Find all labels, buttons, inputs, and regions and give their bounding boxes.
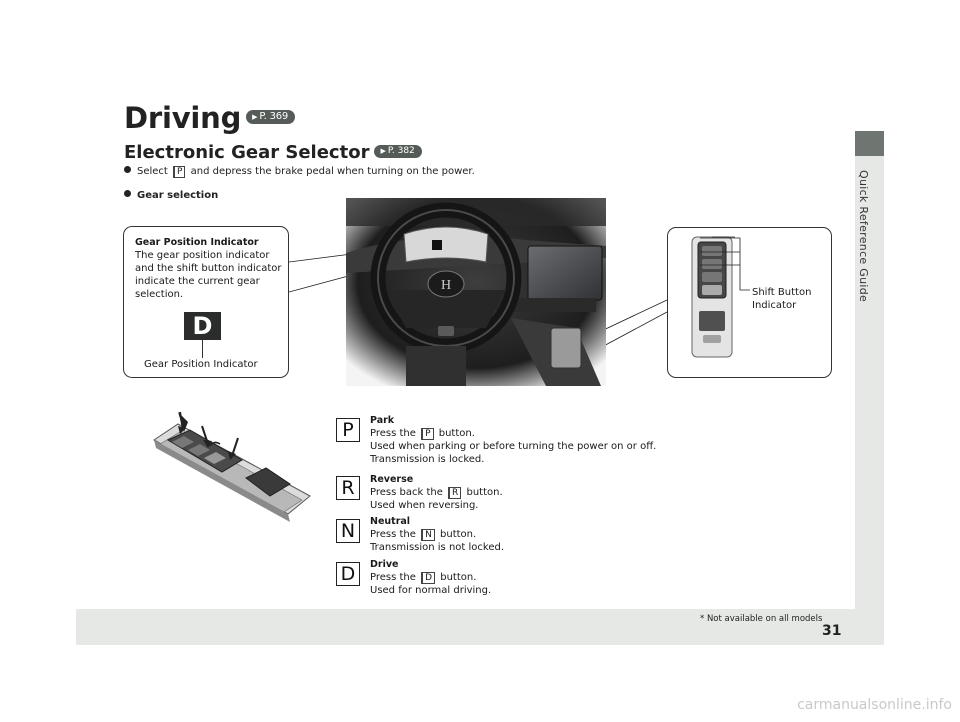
press-before: Press the bbox=[370, 529, 416, 540]
page-title-text: Driving bbox=[124, 101, 242, 135]
section-page-ref-link[interactable] bbox=[374, 145, 421, 158]
key-r-icon: R bbox=[448, 487, 461, 499]
svg-text:H: H bbox=[440, 278, 452, 293]
gear-detail-line: Transmission is not locked. bbox=[370, 542, 505, 553]
press-after: button. bbox=[438, 428, 475, 439]
press-before: Press back the bbox=[370, 487, 443, 498]
press-after: button. bbox=[466, 487, 503, 498]
gear-name: Park bbox=[370, 415, 395, 426]
press-before: Press the bbox=[370, 428, 416, 439]
gear-letter-box: N bbox=[336, 519, 360, 543]
gear-letter-box: R bbox=[336, 476, 360, 500]
sidebar-label: Quick Reference Guide bbox=[857, 170, 870, 303]
intro-instruction bbox=[124, 166, 475, 178]
gear-press-instruction bbox=[370, 528, 504, 541]
gear-detail-line: Used when reversing. bbox=[370, 500, 479, 511]
gear-detail-line: Used when parking or before turning the power on or off. bbox=[370, 441, 657, 452]
section-title bbox=[124, 142, 422, 163]
gear-name: Reverse bbox=[370, 474, 414, 485]
press-after: button. bbox=[440, 572, 477, 583]
gear-detail-line: Transmission is locked. bbox=[370, 454, 485, 465]
callout-caption: Gear Position Indicator bbox=[144, 359, 258, 370]
callout-title: Gear Position Indicator bbox=[135, 237, 259, 248]
gear-selection-heading-text: Gear selection bbox=[137, 190, 219, 201]
ref-arrow-icon: ▶ bbox=[252, 113, 258, 121]
bullet-icon bbox=[124, 166, 131, 173]
footnote: * Not available on all models bbox=[700, 614, 823, 624]
gear-selection-heading bbox=[124, 190, 218, 201]
display-leader-line bbox=[202, 340, 203, 358]
intro-before: Select bbox=[137, 166, 168, 177]
page-title bbox=[124, 101, 295, 135]
gear-press-instruction bbox=[370, 486, 503, 499]
shift-console-illustration bbox=[689, 235, 735, 359]
gear-name: Drive bbox=[370, 559, 399, 570]
press-after: button. bbox=[440, 529, 477, 540]
title-page-ref-label: P. 369 bbox=[259, 111, 289, 122]
shift-button-indicator-label: Shift Button Indicator bbox=[752, 287, 812, 311]
gear-letter-box: P bbox=[336, 418, 360, 442]
sidebar-tab bbox=[855, 131, 884, 156]
key-d-icon: D bbox=[421, 572, 435, 584]
gear-description bbox=[370, 414, 656, 466]
press-before: Press the bbox=[370, 572, 416, 583]
section-title-text: Electronic Gear Selector bbox=[124, 142, 370, 163]
section-page-ref-label: P. 382 bbox=[387, 145, 415, 156]
key-p-icon: P bbox=[173, 166, 185, 178]
watermark: carmanualsonline.info bbox=[797, 697, 952, 713]
page-number: 31 bbox=[822, 623, 842, 639]
ref-arrow-icon: ▶ bbox=[380, 146, 386, 155]
key-p-icon: P bbox=[421, 428, 433, 440]
gear-indicator-callout bbox=[123, 226, 289, 378]
gear-name: Neutral bbox=[370, 516, 411, 527]
title-page-ref-link[interactable] bbox=[246, 110, 295, 124]
gear-description bbox=[370, 515, 504, 554]
dashboard-photo bbox=[346, 198, 606, 386]
gear-selector-illustration bbox=[150, 410, 312, 538]
gear-detail-line: Used for normal driving. bbox=[370, 585, 492, 596]
gear-press-instruction bbox=[370, 427, 656, 440]
gear-press-instruction bbox=[370, 571, 491, 584]
callout-description: The gear position indicator and the shift button indicator indicate the current gear selection. bbox=[135, 250, 282, 300]
intro-after: and depress the brake pedal when turning on the power. bbox=[190, 166, 475, 177]
gear-letter-box: D bbox=[336, 562, 360, 586]
key-n-icon: N bbox=[421, 529, 435, 541]
gear-description bbox=[370, 558, 491, 597]
gear-position-display: D bbox=[184, 312, 221, 340]
gear-description bbox=[370, 473, 503, 512]
bullet-icon bbox=[124, 190, 131, 197]
